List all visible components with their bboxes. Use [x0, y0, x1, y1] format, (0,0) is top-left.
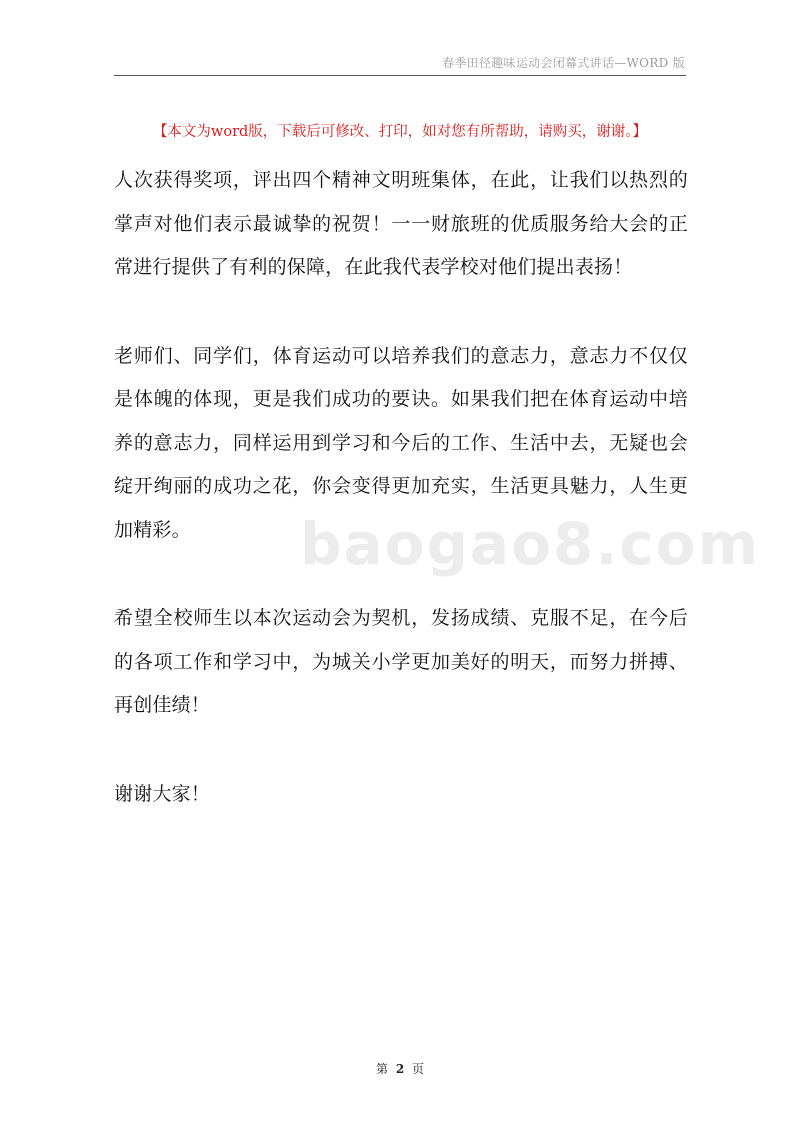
- header-rule: [114, 75, 686, 76]
- page-label-prefix: 第: [375, 1062, 388, 1076]
- paragraph-3: 希望全校师生以本次运动会为契机，发扬成绩、克服不足，在今后的各项工作和学习中，为城关小学更加美好的明天，而努力拼搏、再创佳绩！: [114, 607, 688, 716]
- paragraph-4: 谢谢大家！: [114, 782, 211, 805]
- paragraph-2: 老师们、同学们，体育运动可以培养我们的意志力，意志力不仅仅是体魄的体现，更是我们成功的要诀。如果我们把在体育运动中培养的意志力，同样运用到学习和今后的工作、生活中去，无疑也会绽开绚丽的成功之花，你会变得更加充实，生活更具魅力，人生更加精彩。: [114, 344, 688, 541]
- body-text: [114, 159, 688, 816]
- page-footer: [0, 1060, 800, 1077]
- page-label-suffix: 页: [412, 1062, 425, 1076]
- running-header: 春季田径趣味运动会闭幕式讲话—WORD 版: [442, 56, 685, 70]
- paragraph-1: 人次获得奖项，评出四个精神文明班集体，在此，让我们以热烈的掌声对他们表示最诚挚的祝贺！一一财旅班的优质服务给大会的正常进行提供了有利的保障，在此我代表学校对他们提出表扬！: [114, 169, 688, 278]
- watermark: baogao8.com: [300, 510, 761, 578]
- purchase-notice: 【本文为word版，下载后可修改、打印，如对您有所帮助，请购买，谢谢。】: [152, 124, 648, 140]
- page-number: 2: [395, 1062, 405, 1076]
